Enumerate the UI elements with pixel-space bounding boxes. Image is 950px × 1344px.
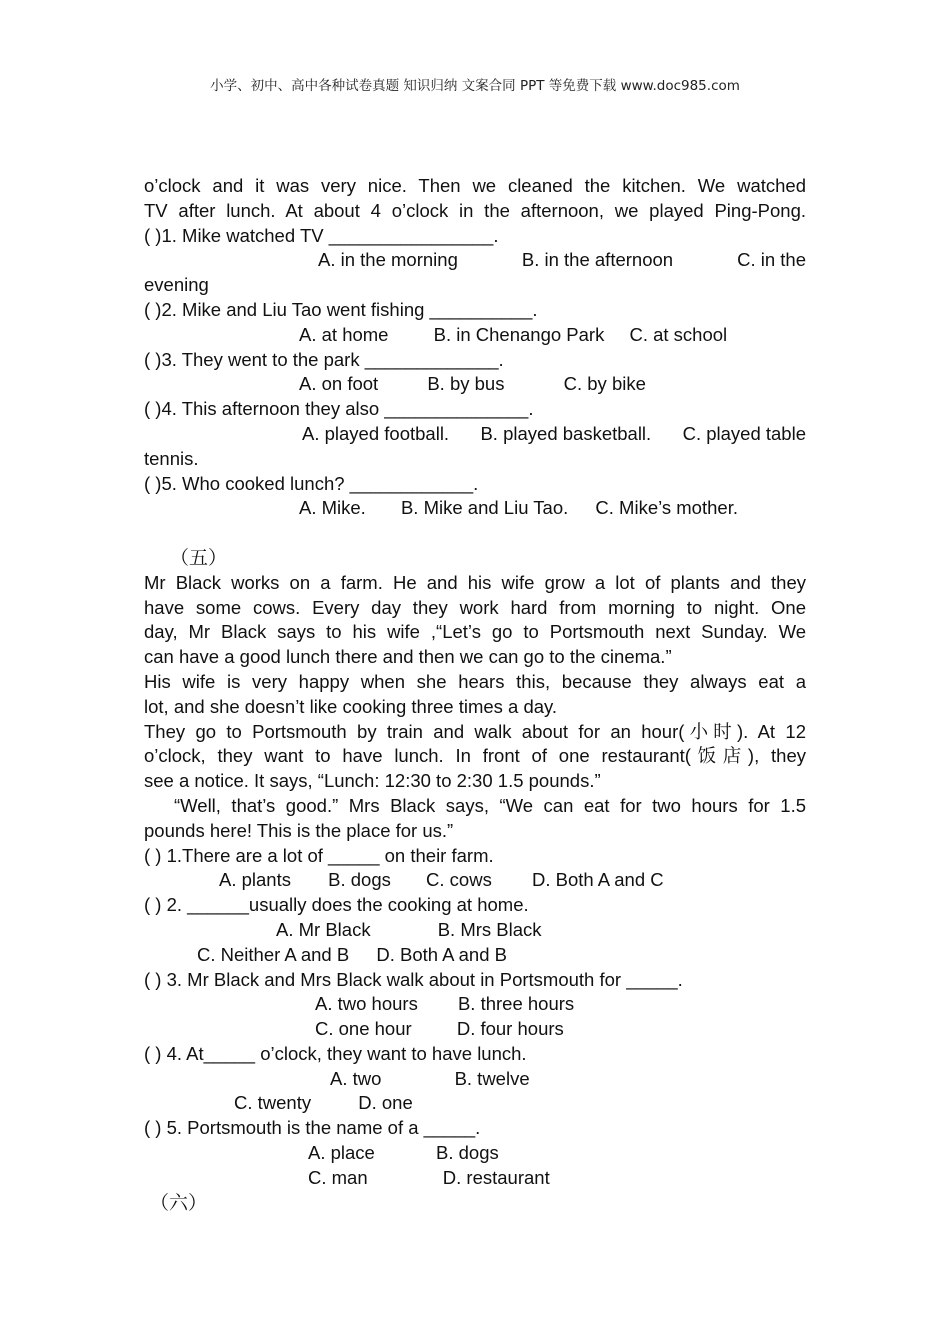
- option-a: A. two: [330, 1067, 382, 1089]
- option-a: A. on foot: [299, 373, 379, 395]
- option-d: D. one: [358, 1092, 413, 1114]
- question-stem: ( ) 2. ______usually does the cooking at home.: [144, 894, 529, 916]
- option-b: B. by bus: [427, 373, 505, 395]
- option-a: A. at home: [299, 323, 389, 345]
- passage-line: see a notice. It says, “Lunch: 12:30 to 2:30 1.5 pounds.”: [144, 770, 601, 792]
- option-b: B. Mike and Liu Tao.: [400, 497, 569, 519]
- question-stem: ( )2. Mike and Liu Tao went fishing __________.: [144, 298, 538, 320]
- question-options: [144, 1067, 806, 1092]
- option-d: D. four hours: [456, 1018, 564, 1040]
- question-options: [144, 496, 806, 521]
- option-a: A. Mike.: [299, 497, 366, 519]
- passage-line: Mr Black works on a farm. He and his wife grow a lot of plants and they: [144, 571, 806, 593]
- question-options: [144, 992, 806, 1017]
- question-stem: ( )5. Who cooked lunch? ____________.: [144, 472, 479, 494]
- option-a: A. Mr Black: [276, 918, 371, 940]
- option-c: C. twenty: [234, 1092, 312, 1114]
- question-options: [144, 943, 806, 968]
- passage-line: pounds here! This is the place for us.”: [144, 819, 454, 841]
- option-a: A. place: [308, 1142, 375, 1164]
- question-options: [144, 372, 806, 397]
- option-d: D. Both A and B: [376, 943, 507, 965]
- passage-line: day, Mr Black says to his wife ,“Let’s go to Portsmouth next Sunday. We: [144, 621, 806, 643]
- option-a: A. plants: [219, 869, 291, 891]
- question-stem: ( ) 5. Portsmouth is the name of a _____.: [144, 1117, 481, 1139]
- passage-line: have some cows. Every day they work hard from morning to night. One: [144, 596, 806, 618]
- passage-line: lot, and she doesn’t like cooking three times a day.: [144, 695, 558, 717]
- option-continuation: evening: [144, 274, 209, 296]
- question-options: [144, 918, 806, 943]
- option-d: D. restaurant: [442, 1166, 550, 1188]
- section-heading: （六）: [150, 1191, 208, 1214]
- passage-line: TV after lunch. At about 4 o’clock in the afternoon, we played Ping-Pong.: [144, 199, 806, 221]
- option-d: D. Both A and C: [531, 869, 664, 891]
- option-c: C. one hour: [315, 1018, 412, 1040]
- passage-line: “Well, that’s good.” Mrs Black says, “We can eat for two hours for 1.5: [174, 794, 806, 816]
- option-c: C. cows: [426, 869, 492, 891]
- question-options: [144, 868, 806, 893]
- question-options: [144, 422, 806, 447]
- question-options: [144, 1017, 806, 1042]
- option-b: B. dogs: [328, 869, 391, 891]
- question-stem: ( ) 3. Mr Black and Mrs Black walk about in Portsmouth for _____.: [144, 968, 683, 990]
- option-c: C. played table: [682, 422, 806, 444]
- question-options: [144, 1141, 806, 1166]
- option-b: B. three hours: [457, 993, 575, 1015]
- option-b: B. played basketball.: [480, 422, 652, 444]
- option-b: B. in Chenango Park: [433, 323, 605, 345]
- option-c: C. Mike’s mother.: [595, 497, 738, 519]
- option-a: A. two hours: [315, 993, 418, 1015]
- section-heading: （五）: [170, 546, 228, 569]
- option-c: C. by bike: [563, 373, 646, 395]
- passage-line: o’clock and it was very nice. Then we cleaned the kitchen. We watched: [144, 175, 806, 196]
- passage-line: His wife is very happy when she hears this, because they always eat a: [144, 670, 806, 692]
- option-c: C. Neither A and B: [197, 943, 350, 965]
- passage-line: o’clock, they want to have lunch. In front of one restaurant(饭店), they: [144, 745, 806, 767]
- question-stem: ( )4. This afternoon they also ______________.: [144, 398, 534, 420]
- option-c: C. man: [308, 1166, 368, 1188]
- question-stem: ( ) 1.There are a lot of _____ on their farm.: [144, 844, 494, 866]
- page-header: 小学、初中、高中各种试卷真题 知识归纳 文案合同 PPT 等免费下载 www.doc985.com: [210, 78, 740, 94]
- passage-line: can have a good lunch there and then we can go to the cinema.”: [144, 646, 672, 668]
- option-c: C. at school: [629, 323, 728, 345]
- question-stem: ( )1. Mike watched TV ________________.: [144, 224, 499, 246]
- question-options: [144, 248, 806, 273]
- passage-line: They go to Portsmouth by train and walk about for an hour(小时). At 12: [144, 720, 806, 742]
- option-b: B. in the afternoon: [521, 249, 674, 271]
- option-b: B. Mrs Black: [437, 918, 542, 940]
- question-stem: ( ) 4. At_____ o’clock, they want to have lunch.: [144, 1042, 527, 1064]
- option-continuation: tennis.: [144, 447, 199, 469]
- worksheet-content: [144, 174, 806, 1215]
- option-b: B. dogs: [436, 1142, 499, 1164]
- option-c: C. in the: [737, 249, 806, 271]
- question-options: [144, 1166, 806, 1191]
- option-b: B. twelve: [454, 1067, 530, 1089]
- question-options: [144, 323, 806, 348]
- question-options: [144, 1091, 806, 1116]
- question-stem: ( )3. They went to the park _____________.: [144, 348, 504, 370]
- option-a: A. played football.: [302, 422, 450, 444]
- option-a: A. in the morning: [318, 249, 458, 271]
